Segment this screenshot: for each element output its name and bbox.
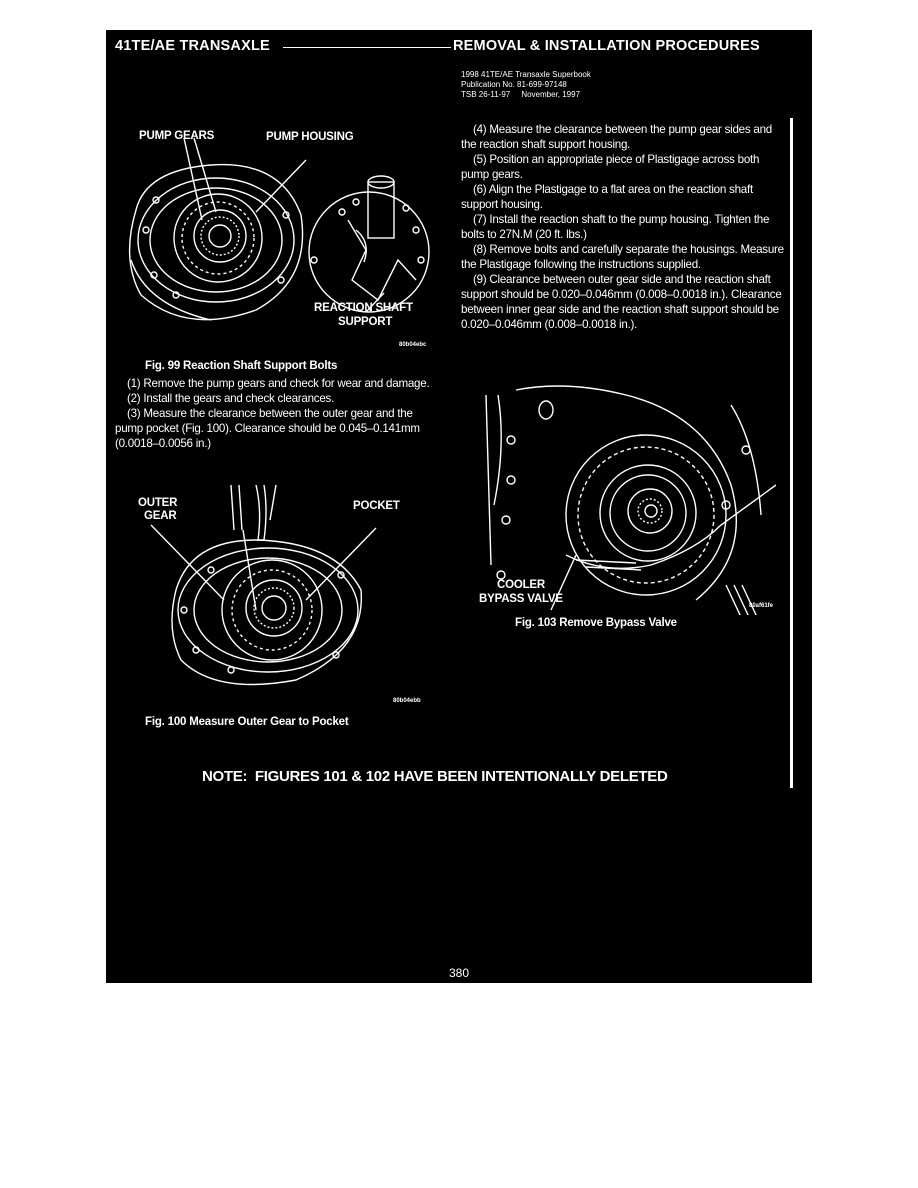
step-8: (8) Remove bolts and carefully separate the housings. Measure the Plastigage following the instructions supplied.: [461, 243, 784, 271]
step-4: (4) Measure the clearance between the pump gear sides and the reaction shaft support housing.: [461, 123, 772, 151]
label-pocket: POCKET: [353, 500, 400, 512]
publication-line: Publication No. 81-699-97148: [461, 80, 567, 89]
label-reaction-shaft: REACTION SHAFT: [314, 302, 413, 314]
left-steps: [115, 376, 437, 451]
publication-line: 1998 41TE/AE Transaxle Superbook: [461, 70, 591, 79]
step-9: (9) Clearance between outer gear side and the reaction shaft support should be 0.020–0.046mm (0.008–0.0018 in.). Clearance between inner gear side and the reaction shaft support should be 0.020–0.046mm (0.008–0.0018 in.).: [461, 273, 782, 331]
label-pump-housing: PUMP HOUSING: [266, 131, 354, 143]
publication-info: [461, 70, 591, 100]
label-cooler: COOLER: [497, 579, 545, 591]
figure-99-caption: Fig. 99 Reaction Shaft Support Bolts: [145, 360, 338, 372]
header-right-title: REMOVAL & INSTALLATION PROCEDURES: [453, 38, 760, 54]
step-6: (6) Align the Plastigage to a flat area on the reaction shaft support housing.: [461, 183, 753, 211]
figure-100-code: 80b04ebb: [393, 698, 421, 704]
step-5: (5) Position an appropriate piece of Plastigage across both pump gears.: [461, 153, 760, 181]
publication-line: TSB 26-11-97 November, 1997: [461, 90, 581, 99]
step-1: (1) Remove the pump gears and check for wear and damage.: [127, 377, 430, 390]
label-outer-gear-line2: GEAR: [144, 510, 177, 522]
header-left-title: 41TE/AE TRANSAXLE: [115, 38, 270, 54]
deleted-figures-note: NOTE: FIGURES 101 & 102 HAVE BEEN INTENTIONALLY DELETED: [202, 768, 668, 785]
figure-103-caption: Fig. 103 Remove Bypass Valve: [515, 617, 677, 629]
figure-103-code: 80af61fe: [749, 603, 774, 609]
change-bar: [790, 118, 793, 788]
manual-page: [106, 30, 812, 983]
right-steps: [461, 122, 786, 332]
figure-99-code: 80b04ebc: [399, 342, 427, 348]
step-3: (3) Measure the clearance between the outer gear and the pump pocket (Fig. 100). Clearance should be 0.045–0.141mm (0.0018–0.0056 in.): [115, 407, 420, 450]
label-reaction-shaft-support: SUPPORT: [338, 316, 393, 328]
step-7: (7) Install the reaction shaft to the pump housing. Tighten the bolts to 27N.M (20 ft. lbs.): [461, 213, 770, 241]
header-rule: [283, 47, 451, 48]
label-bypass-valve: BYPASS VALVE: [479, 593, 563, 605]
figure-100-caption: Fig. 100 Measure Outer Gear to Pocket: [145, 716, 349, 728]
step-2: (2) Install the gears and check clearances.: [127, 392, 335, 405]
page-number: 380: [448, 966, 470, 980]
label-pump-gears: PUMP GEARS: [139, 130, 215, 142]
label-outer-gear: OUTER: [138, 497, 178, 509]
